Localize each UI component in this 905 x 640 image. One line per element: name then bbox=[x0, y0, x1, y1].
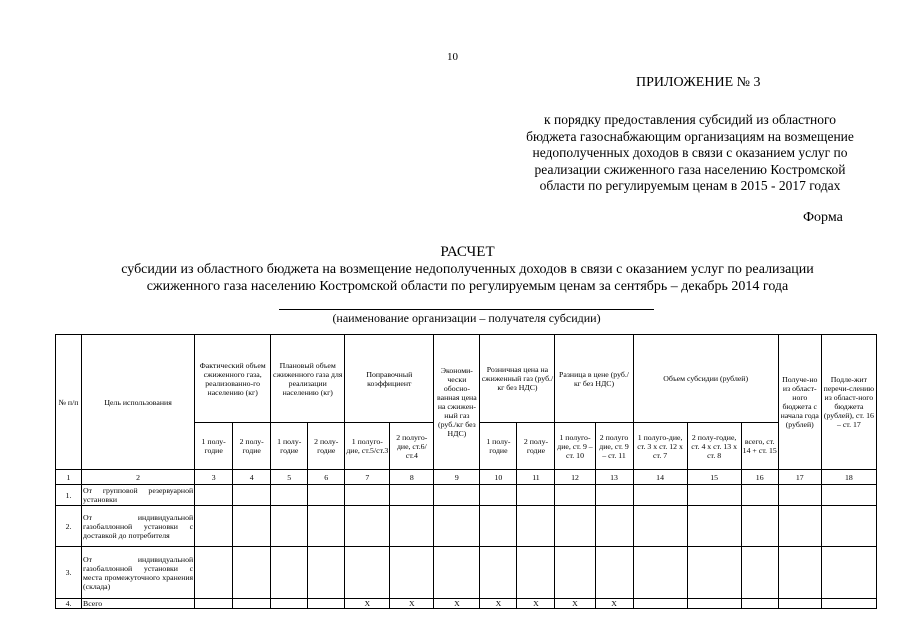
data-cell[interactable] bbox=[434, 547, 480, 599]
data-cell[interactable] bbox=[517, 485, 555, 506]
column-number: 14 bbox=[633, 470, 687, 485]
org-name-line bbox=[279, 309, 654, 310]
data-cell[interactable] bbox=[778, 485, 821, 506]
data-cell[interactable] bbox=[633, 547, 687, 599]
header-purpose: Цель использования bbox=[82, 335, 195, 470]
data-cell[interactable] bbox=[345, 547, 390, 599]
data-cell[interactable] bbox=[271, 599, 308, 609]
data-cell[interactable] bbox=[390, 547, 434, 599]
subtitle-line: субсидии из областного бюджета на возмещение недополученных доходов в связи с оказанием услуг по реализации bbox=[121, 262, 814, 277]
data-cell[interactable] bbox=[687, 506, 741, 547]
x-mark: Х bbox=[595, 599, 633, 609]
document-subtitle bbox=[60, 262, 875, 295]
row-purpose: Всего bbox=[82, 599, 195, 609]
subheader-retail-h1: 1 полу-годие bbox=[480, 423, 517, 470]
data-cell[interactable] bbox=[517, 547, 555, 599]
subheader-coef-h1: 1 полуго-дие, ст.5/ст.3 bbox=[345, 423, 390, 470]
data-cell[interactable] bbox=[308, 547, 345, 599]
data-cell[interactable] bbox=[595, 547, 633, 599]
column-number: 11 bbox=[517, 470, 555, 485]
appendix-title: ПРИЛОЖЕНИЕ № 3 bbox=[636, 75, 761, 90]
data-cell[interactable] bbox=[595, 506, 633, 547]
header-planned-volume: Плановый объем сжиженного газа для реализации населению (кг) bbox=[271, 335, 345, 423]
data-cell[interactable] bbox=[821, 599, 876, 609]
org-name-caption: (наименование организации – получателя субсидии) bbox=[332, 311, 601, 325]
data-cell[interactable] bbox=[233, 506, 271, 547]
data-cell[interactable] bbox=[517, 506, 555, 547]
data-cell[interactable] bbox=[271, 485, 308, 506]
table-row-total bbox=[56, 599, 877, 609]
row-number: 1. bbox=[56, 485, 82, 506]
data-cell[interactable] bbox=[480, 485, 517, 506]
column-number: 1 bbox=[56, 470, 82, 485]
subheader-diff-h2: 2 полуго дие, ст. 9 – ст. 11 bbox=[595, 423, 633, 470]
column-number: 7 bbox=[345, 470, 390, 485]
row-purpose: От индивидуальной газобаллонной установки с места промежуточного хранения (склада) bbox=[82, 547, 195, 599]
data-cell[interactable] bbox=[821, 506, 876, 547]
data-cell[interactable] bbox=[480, 506, 517, 547]
row-number: 3. bbox=[56, 547, 82, 599]
basis-line: к порядку предоставления субсидий из областного bbox=[544, 112, 836, 127]
subheader-retail-h2: 2 полу-годие bbox=[517, 423, 555, 470]
page-number: 10 bbox=[447, 51, 458, 63]
data-cell[interactable] bbox=[434, 506, 480, 547]
data-cell[interactable] bbox=[778, 599, 821, 609]
basis-line: реализации сжиженного газа населению Костромской bbox=[534, 161, 846, 177]
data-cell[interactable] bbox=[741, 547, 778, 599]
table-row bbox=[56, 506, 877, 547]
data-cell[interactable] bbox=[741, 599, 778, 609]
basis-line: бюджета газоснабжающим организациям на возмещение bbox=[526, 128, 854, 144]
data-cell[interactable] bbox=[555, 485, 595, 506]
row-number: 2. bbox=[56, 506, 82, 547]
data-cell[interactable] bbox=[480, 547, 517, 599]
subtitle-line: сжиженного газа населению Костромской области по регулируемым ценам за сентябрь – декабрь 2014 года bbox=[146, 278, 789, 294]
form-label: Форма bbox=[803, 210, 843, 225]
appendix-basis bbox=[490, 112, 890, 195]
data-cell[interactable] bbox=[195, 485, 233, 506]
row-number: 4. bbox=[56, 599, 82, 609]
data-cell[interactable] bbox=[271, 547, 308, 599]
header-to-transfer: Подле-жит перечи-слению из област-ного бюджета (рублей), ст. 16 – ст. 17 bbox=[821, 335, 876, 470]
data-cell[interactable] bbox=[308, 599, 345, 609]
header-received: Получе-но из област-ного бюджета с начала года (рублей) bbox=[778, 335, 821, 470]
x-mark: Х bbox=[345, 599, 390, 609]
data-cell[interactable] bbox=[778, 547, 821, 599]
subsidy-calculation-table bbox=[55, 334, 877, 609]
header-actual-volume: Фактический объем сжиженного газа, реализованно-го населению (кг) bbox=[195, 335, 271, 423]
column-number: 3 bbox=[195, 470, 233, 485]
basis-line: области по регулируемым ценам в 2015 - 2017 годах bbox=[539, 178, 841, 193]
header-economic-price: Экономи-чески обосно-ванная цена на сжижен-ный газ (руб./кг без НДС) bbox=[434, 335, 480, 470]
data-cell[interactable] bbox=[633, 599, 687, 609]
x-mark: Х bbox=[517, 599, 555, 609]
column-number: 16 bbox=[741, 470, 778, 485]
column-number: 6 bbox=[308, 470, 345, 485]
subheader-coef-h2: 2 полуго-дие, ст.6/ст.4 bbox=[390, 423, 434, 470]
header-retail-price: Розничная цена на сжиженный газ (руб./кг без НДС) bbox=[480, 335, 555, 423]
document-title: РАСЧЕТ bbox=[440, 244, 495, 260]
data-cell[interactable] bbox=[233, 547, 271, 599]
data-cell[interactable] bbox=[595, 485, 633, 506]
header-n: № п/п bbox=[56, 335, 82, 470]
data-cell[interactable] bbox=[555, 506, 595, 547]
data-cell[interactable] bbox=[434, 485, 480, 506]
header-correction-coefficient: Поправочный коэффициент bbox=[345, 335, 434, 423]
data-cell[interactable] bbox=[308, 485, 345, 506]
column-number: 12 bbox=[555, 470, 595, 485]
data-cell[interactable] bbox=[741, 485, 778, 506]
data-cell[interactable] bbox=[195, 547, 233, 599]
data-cell[interactable] bbox=[687, 599, 741, 609]
data-cell[interactable] bbox=[555, 547, 595, 599]
subheader-volume-h2: 2 полу-годие, ст. 4 х ст. 13 х ст. 8 bbox=[687, 423, 741, 470]
subheader-diff-h1: 1 полуго-дие, ст. 9 – ст. 10 bbox=[555, 423, 595, 470]
data-cell[interactable] bbox=[390, 506, 434, 547]
column-number: 17 bbox=[778, 470, 821, 485]
data-cell[interactable] bbox=[308, 506, 345, 547]
data-cell[interactable] bbox=[821, 485, 876, 506]
column-number: 8 bbox=[390, 470, 434, 485]
subheader-planned-h2: 2 полу-годие bbox=[308, 423, 345, 470]
data-cell[interactable] bbox=[345, 506, 390, 547]
column-number: 15 bbox=[687, 470, 741, 485]
subheader-volume-h1: 1 полуго-дие, ст. 3 х ст. 12 х ст. 7 bbox=[633, 423, 687, 470]
column-number: 9 bbox=[434, 470, 480, 485]
data-cell[interactable] bbox=[687, 547, 741, 599]
header-subsidy-volume: Объем субсидии (рублей) bbox=[633, 335, 778, 423]
header-price-difference: Разница в цене (руб./кг без НДС) bbox=[555, 335, 633, 423]
row-purpose: От групповой резервуарной установки bbox=[83, 486, 194, 504]
row-purpose: От индивидуальной газобаллонной установки с доставкой до потребителя bbox=[82, 506, 195, 547]
subheader-volume-total: всего, ст. 14 + ст. 15 bbox=[741, 423, 778, 470]
data-cell[interactable] bbox=[821, 547, 876, 599]
x-mark: Х bbox=[434, 599, 480, 609]
basis-line: недополученных доходов в связи с оказанием услуг по bbox=[532, 145, 848, 160]
table-row bbox=[56, 547, 877, 599]
data-cell[interactable] bbox=[778, 506, 821, 547]
data-cell[interactable] bbox=[271, 506, 308, 547]
table-row bbox=[56, 485, 877, 506]
data-cell[interactable] bbox=[633, 485, 687, 506]
subheader-planned-h1: 1 полу-годие bbox=[271, 423, 308, 470]
data-cell[interactable] bbox=[345, 485, 390, 506]
x-mark: Х bbox=[390, 599, 434, 609]
data-cell[interactable] bbox=[741, 506, 778, 547]
data-cell[interactable] bbox=[195, 506, 233, 547]
column-number: 5 bbox=[271, 470, 308, 485]
data-cell[interactable] bbox=[233, 485, 271, 506]
data-cell[interactable] bbox=[390, 485, 434, 506]
x-mark: Х bbox=[555, 599, 595, 609]
data-cell[interactable] bbox=[687, 485, 741, 506]
data-cell[interactable] bbox=[195, 599, 233, 609]
column-number: 4 bbox=[233, 470, 271, 485]
column-number: 18 bbox=[821, 470, 876, 485]
data-cell[interactable] bbox=[633, 506, 687, 547]
x-mark: Х bbox=[480, 599, 517, 609]
data-cell[interactable] bbox=[233, 599, 271, 609]
subheader-actual-h1: 1 полу-годие bbox=[195, 423, 233, 470]
subheader-actual-h2: 2 полу-годие bbox=[233, 423, 271, 470]
column-number: 13 bbox=[595, 470, 633, 485]
column-number: 10 bbox=[480, 470, 517, 485]
column-number: 2 bbox=[82, 470, 195, 485]
